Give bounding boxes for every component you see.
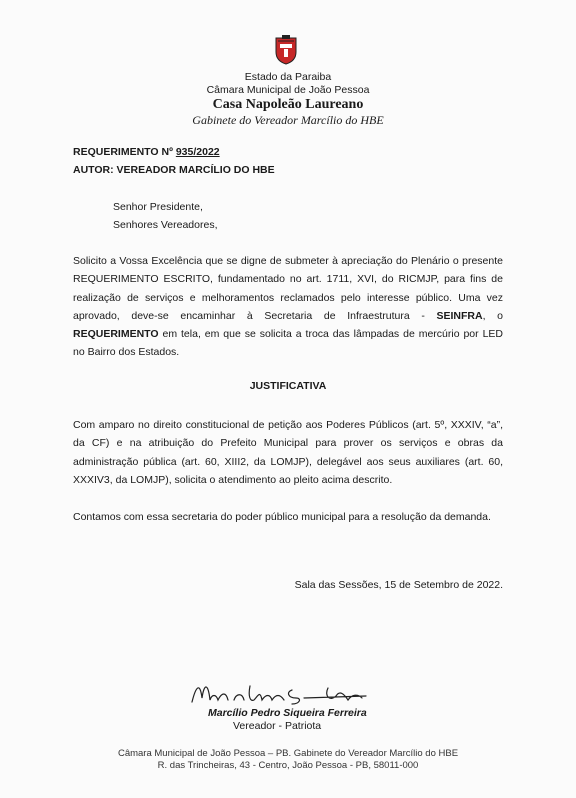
request-paragraph: Solicito a Vossa Excelência que se digne de submeter à apreciação do Plenário o presente REQUERIMENTO ESCRITO, fundamentado no art. 1711, XVI, do RICMJP, para fins de realização de serviços e melhoramentos reclamados pelo interesse público. Uma vez aprovado, deve-se encaminhar à Secretaria de Infraestrutura - SEINFRA, o REQUERIMENTO em tela, em que se solicita a troca das lâmpadas de mercúrio por LED no Bairro dos Estados. [73, 255, 503, 359]
signer-role: Vereador - Patriota [233, 720, 322, 732]
salutation-councillors: Senhores Vereadores, [113, 219, 218, 231]
municipal-coat-of-arms-icon [273, 35, 299, 65]
header-chamber: Câmara Municipal de João Pessoa [206, 84, 370, 96]
justification-paragraph: Com amparo no direito constitucional de petição aos Poderes Públicos (art. 5º, XXXIV, “a”, da CF) e na atribuição do Prefeito Municipal para prover os serviços e obras da administração pública (art. 60, XIII2, da LOMJP), delegável aos seus auxiliares (art. 60, XXXIV3, da LOMJP), solicita o atendimento ao pleito acima descrito. [73, 419, 503, 486]
request-author: AUTOR: VEREADOR MARCÍLIO DO HBE [73, 164, 275, 176]
header-house: Casa Napoleão Laureano [212, 97, 364, 112]
header-office: Gabinete do Vereador Marcílio do HBE [192, 113, 384, 127]
place-and-date: Sala das Sessões, 15 de Setembro de 2022. [294, 579, 503, 591]
justification-heading: JUSTIFICATIVA [249, 380, 327, 392]
request-number-value: 935/2022 [175, 146, 220, 158]
closing-paragraph: Contamos com essa secretaria do poder público municipal para a resolução da demanda. [73, 511, 491, 523]
footer-address: R. das Trincheiras, 43 - Centro, João Pessoa - PB, 58011-000 [157, 760, 419, 771]
signer-name: Marcílio Pedro Siqueira Ferreira [208, 707, 367, 719]
salutation-president: Senhor Presidente, [113, 201, 203, 213]
footer-office: Câmara Municipal de João Pessoa – PB. Gabinete do Vereador Marcílio do HBE [117, 748, 459, 759]
request-number: REQUERIMENTO Nº 935/2022 [73, 146, 220, 158]
handwritten-signature [188, 676, 378, 710]
header-state: Estado da Paraiba [244, 71, 332, 83]
